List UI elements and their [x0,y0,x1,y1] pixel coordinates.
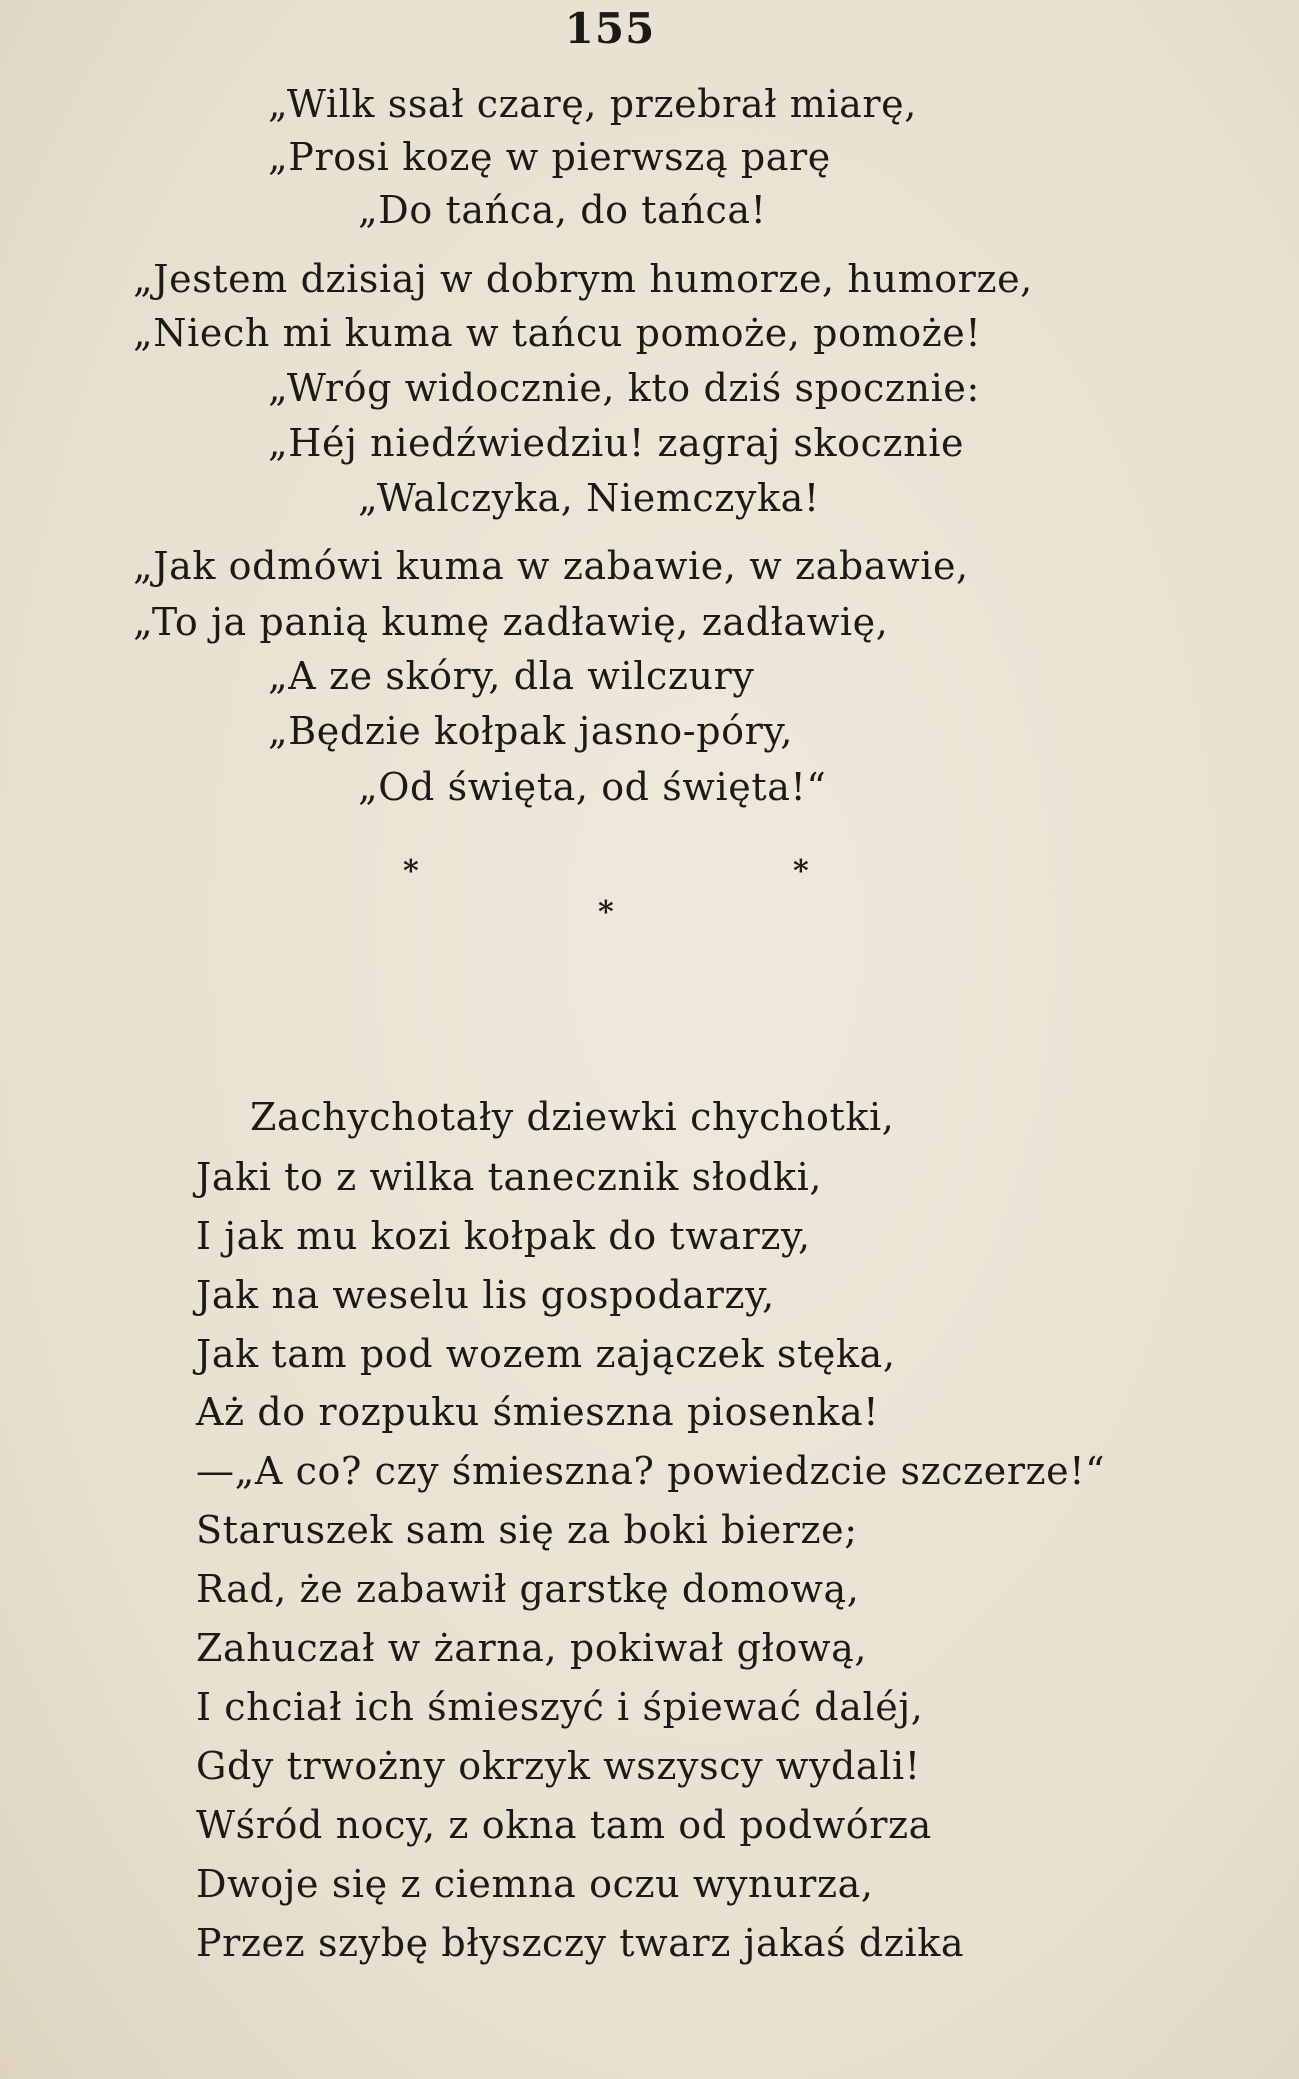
verse-line: Jaki to z wilka tanecznik słodki, [196,1155,823,1199]
verse-line: Dwoje się z ciemna oczu wynurza, [196,1862,874,1906]
verse-line: „Prosi kozę w pierwszą parę [268,135,831,179]
verse-line: „Od święta, od święta!“ [358,765,827,809]
verse-line: „Wilk ssał czarę, przebrał miarę, [268,82,917,126]
page-number: 155 [564,4,656,53]
verse-line: —„A co? czy śmieszna? powiedzcie szczerze!“ [196,1449,1106,1493]
verse-line: Aż do rozpuku śmieszna piosenka! [196,1390,880,1434]
separator-star: * [403,854,419,889]
verse-line: Jak na weselu lis gospodarzy, [196,1273,775,1317]
verse-line: Przez szybę błyszczy twarz jakaś dzika [196,1921,965,1965]
verse-line: I jak mu kozi kołpak do twarzy, [196,1214,811,1258]
verse-line: I chciał ich śmieszyć i śpiewać daléj, [196,1685,924,1729]
verse-line: „Będzie kołpak jasno-póry, [268,709,794,753]
verse-line: „Héj niedźwiedziu! zagraj skocznie [268,421,965,465]
verse-line: „Jestem dzisiaj w dobrym humorze, humorze, [133,257,1033,301]
verse-line: Rad, że zabawił garstkę domową, [196,1567,860,1611]
verse-line: „Wróg widocznie, kto dziś spocznie: [268,366,980,410]
verse-line: „Niech mi kuma w tańcu pomoże, pomoże! [133,311,982,355]
verse-line: Zachychotały dziewki chychotki, [250,1095,895,1139]
verse-line: Staruszek sam się za boki bierze; [196,1508,858,1552]
verse-line: Gdy trwożny okrzyk wszyscy wydali! [196,1744,921,1788]
verse-line: Jak tam pod wozem zajączek stęka, [196,1332,896,1376]
verse-line: „A ze skóry, dla wilczury [268,654,755,698]
verse-line: Wśród nocy, z okna tam od podwórza [196,1803,932,1847]
verse-line: Zahuczał w żarna, pokiwał głową, [196,1626,868,1670]
verse-line: „Jak odmówi kuma w zabawie, w zabawie, [133,544,969,588]
verse-line: „Walczyka, Niemczyka! [358,476,820,520]
separator-star: * [598,895,614,930]
separator-star: * [793,854,809,889]
verse-line: „To ja panią kumę zadławię, zadławię, [133,600,889,644]
verse-line: „Do tańca, do tańca! [358,188,767,232]
